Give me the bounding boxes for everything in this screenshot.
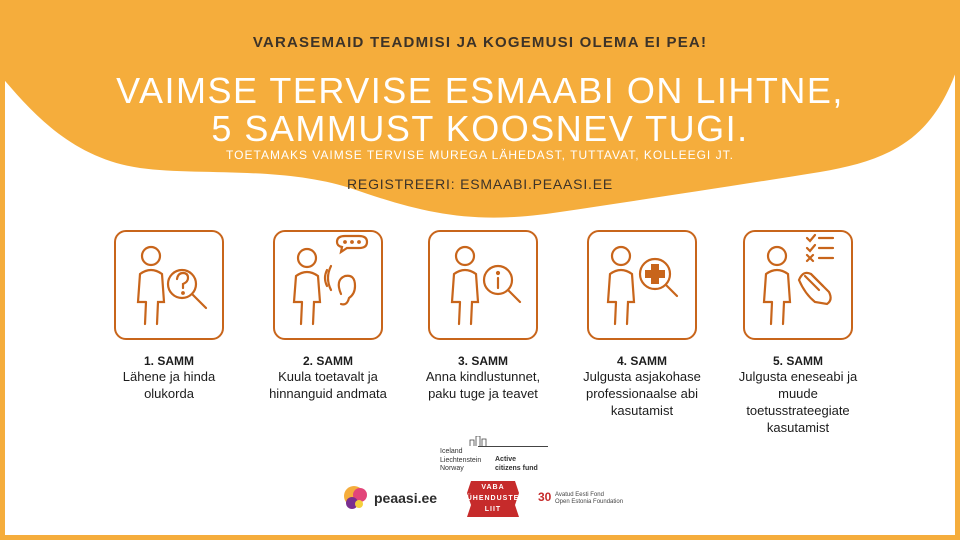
headline-line-1: VAIMSE TERVISE ESMAABI ON LIHTNE, — [116, 70, 844, 111]
step-4-desc: Julgusta asjakohase professionaalse abi kasutamist — [583, 369, 701, 418]
step-2-icon-box — [273, 230, 383, 340]
aef-line-1: Avatud Eesti Fond — [555, 492, 604, 498]
avatud-eesti-fond-logo — [538, 490, 628, 510]
step-5-icon-box — [743, 230, 853, 340]
register-link[interactable]: REGISTREERI: ESMAABI.PEAASI.EE — [347, 176, 613, 192]
info-magnifier-icon — [430, 232, 535, 337]
step-3-icon-box — [428, 230, 538, 340]
self-help-hands-icon — [745, 232, 850, 337]
step-3-title: 3. SAMM — [457, 354, 508, 368]
step-4-icon-box — [587, 230, 697, 340]
peaasi-head-icon — [342, 484, 372, 514]
eea-countries — [440, 448, 481, 474]
question-magnifier-icon — [116, 232, 221, 337]
step-4 — [562, 230, 722, 419]
step-2 — [248, 230, 408, 402]
peaasi-logo — [342, 484, 442, 514]
step-2-title: 2. SAMM — [302, 354, 353, 368]
eea-divider — [478, 446, 548, 447]
page-title — [0, 72, 960, 148]
eea-fund-name — [495, 456, 538, 473]
eea-fund-line-2: citizens fund — [495, 464, 538, 472]
step-1-title: 1. SAMM — [143, 354, 194, 368]
step-5-title: 5. SAMM — [772, 354, 823, 368]
medical-cross-magnifier-icon — [589, 232, 694, 337]
step-1-icon-box — [114, 230, 224, 340]
vul-logo-text — [463, 482, 523, 515]
eea-country-2: Liechtenstein — [440, 456, 482, 464]
step-5-desc: Julgusta eneseabi ja muude toetusstrateegiate kasutamist — [738, 369, 858, 435]
vul-line-3: LIIT — [484, 506, 502, 513]
aef-line-2: Open Estonia Foundation — [555, 499, 624, 505]
vul-line-1: VABA — [481, 484, 505, 491]
step-1 — [89, 230, 249, 402]
listening-ear-icon — [275, 232, 380, 337]
aef-logo-text — [555, 492, 623, 506]
active-citizens-fund-logo — [440, 436, 550, 476]
subheadline: TOETAMAKS VAIMSE TERVISE MUREGA LÄHEDAST, TUTTAVAT, KOLLEEGI JT. — [226, 148, 734, 162]
vul-line-2: ÜHENDUSTE — [466, 495, 520, 502]
step-4-title: 4. SAMM — [616, 354, 667, 368]
eea-fund-line-1: Active — [495, 456, 517, 463]
vaba-uhenduste-liit-logo — [463, 479, 523, 519]
headline-line-2: 5 SAMMUST KOOSNEV TUGI. — [211, 108, 749, 149]
step-2-desc: Kuula toetavalt ja hinnanguid andmata — [269, 369, 387, 401]
eea-country-3: Norway — [440, 465, 464, 472]
kicker-text: VARASEMAID TEADMISI JA KOGEMUSI OLEMA EI PEA! — [252, 34, 708, 51]
step-5 — [718, 230, 878, 436]
peaasi-logo-text: peaasi.ee — [374, 490, 438, 506]
aef-anniversary-number: 30 — [538, 490, 552, 504]
step-1-desc: Lähene ja hinda olukorda — [122, 369, 216, 401]
step-3-desc: Anna kindlustunnet, paku tuge ja teavet — [425, 369, 541, 401]
eea-country-1: Iceland — [440, 448, 463, 455]
step-3 — [403, 230, 563, 402]
